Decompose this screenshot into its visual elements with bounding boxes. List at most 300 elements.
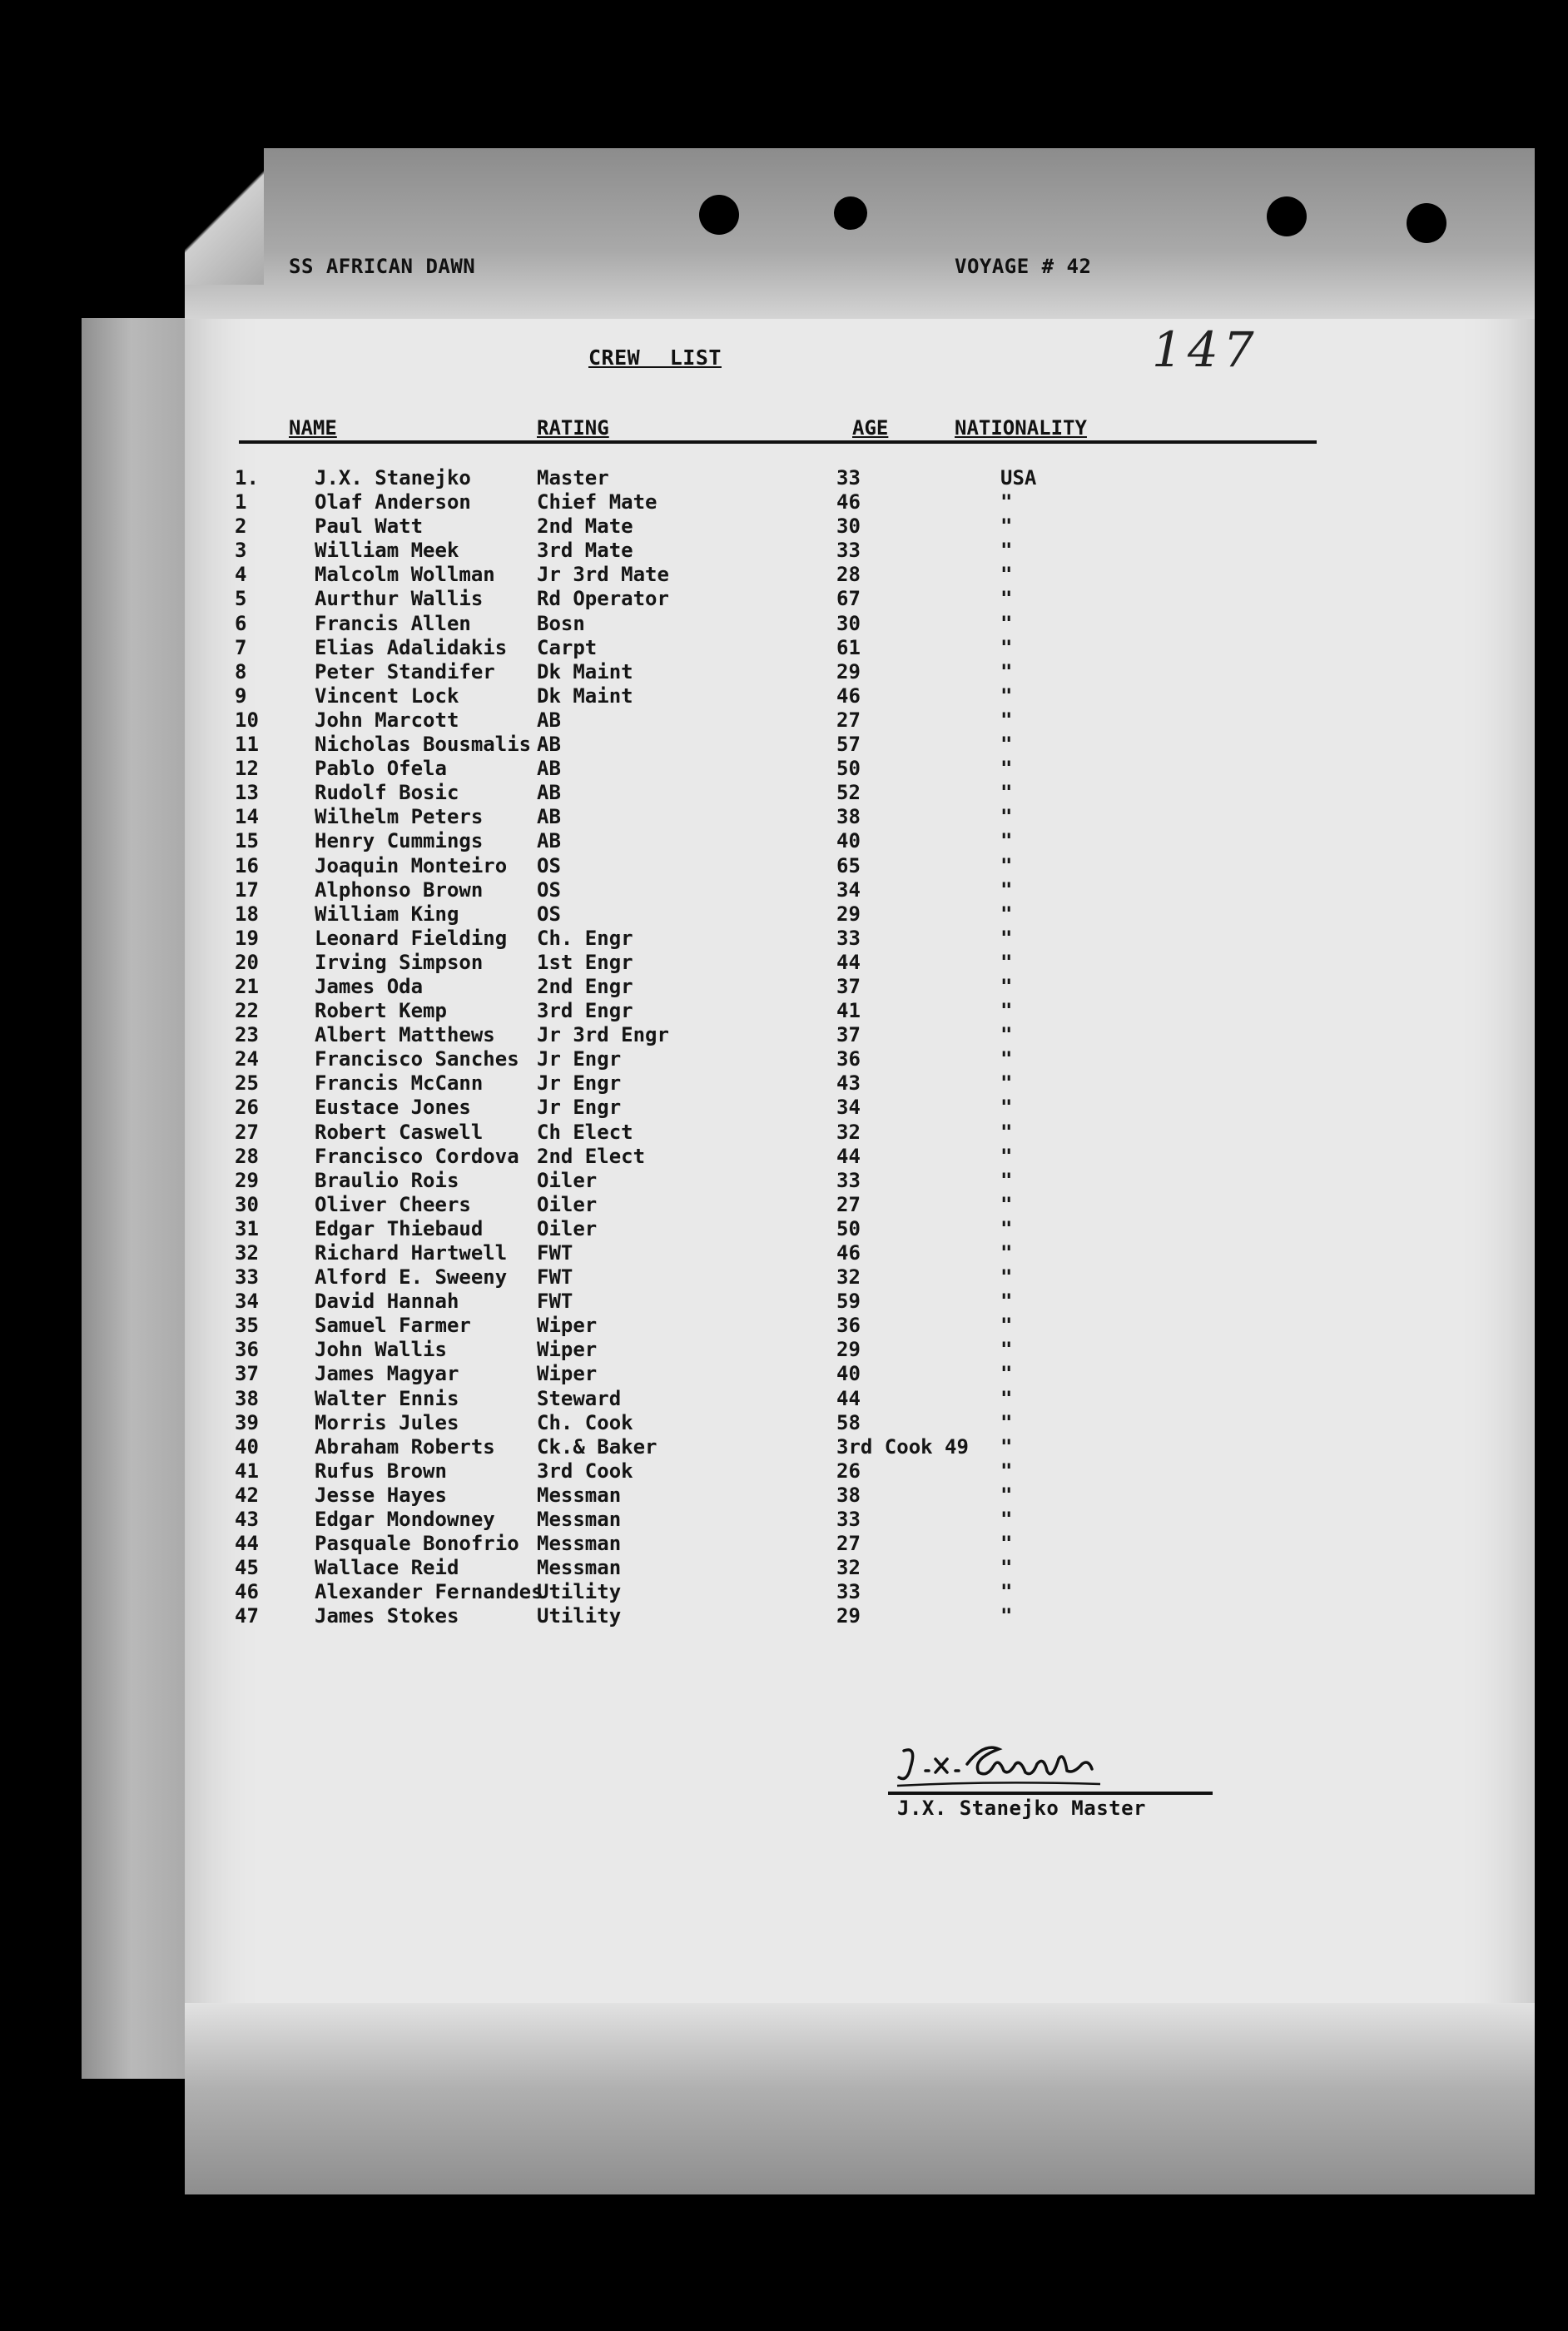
crew-name: Walter Ennis	[315, 1386, 459, 1410]
crew-nationality: "	[1000, 1096, 1013, 1120]
crew-name: William King	[315, 902, 459, 926]
crew-nationality: "	[1000, 1144, 1013, 1168]
paper-top-shade	[185, 148, 1535, 319]
crew-number: 40	[235, 1434, 259, 1459]
crew-number: 10	[235, 708, 259, 732]
crew-row	[185, 927, 1350, 951]
crew-number: 43	[235, 1508, 259, 1532]
crew-row	[185, 1508, 1350, 1532]
crew-row	[185, 829, 1350, 853]
crew-row	[185, 1265, 1350, 1290]
crew-name: John Wallis	[315, 1338, 447, 1362]
crew-name: John Marcott	[315, 708, 459, 732]
crew-number: 22	[235, 999, 259, 1023]
crew-age: 43	[836, 1071, 861, 1096]
crew-row	[185, 1411, 1350, 1435]
crew-name: Joaquin Monteiro	[315, 853, 508, 877]
crew-age: 46	[836, 1241, 861, 1265]
crew-row	[185, 975, 1350, 999]
crew-number: 17	[235, 877, 259, 902]
crew-age: 28	[836, 563, 861, 587]
crew-number: 2	[235, 514, 247, 539]
crew-age: 37	[836, 974, 861, 998]
crew-nationality: "	[1000, 926, 1013, 950]
crew-number: 21	[235, 974, 259, 998]
crew-rating: AB	[537, 733, 561, 757]
crew-rating: Jr Engr	[537, 1047, 622, 1071]
crew-rating: Jr Engr	[537, 1096, 622, 1120]
crew-number: 29	[235, 1168, 259, 1192]
crew-rating: AB	[537, 757, 561, 781]
crew-age: 29	[836, 1338, 861, 1362]
crew-name: Richard Hartwell	[315, 1241, 508, 1265]
crew-rating: 2nd Elect	[537, 1144, 646, 1168]
crew-number: 33	[235, 1265, 259, 1290]
crew-age: 36	[836, 1314, 861, 1338]
crew-row	[185, 684, 1350, 708]
crew-row	[185, 1435, 1350, 1459]
voyage-number: VOYAGE # 42	[955, 255, 1092, 278]
crew-number: 4	[235, 563, 247, 587]
crew-number: 26	[235, 1096, 259, 1120]
crew-nationality: "	[1000, 1290, 1013, 1314]
column-header-age: AGE	[852, 416, 889, 440]
crew-nationality: "	[1000, 708, 1013, 732]
crew-nationality: "	[1000, 1192, 1013, 1216]
crew-age: 46	[836, 683, 861, 708]
crew-name: Morris Jules	[315, 1410, 459, 1434]
crew-number: 46	[235, 1580, 259, 1604]
crew-rating: Jr 3rd Engr	[537, 1023, 669, 1047]
crew-age: 27	[836, 1192, 861, 1216]
crew-age: 61	[836, 635, 861, 659]
crew-number: 24	[235, 1047, 259, 1071]
crew-name: Nicholas Bousmalis	[315, 733, 532, 757]
crew-row	[185, 1047, 1350, 1071]
crew-rating: 2nd Mate	[537, 514, 633, 539]
crew-rating: 3rd Engr	[537, 999, 633, 1023]
crew-name: Alphonso Brown	[315, 877, 484, 902]
crew-row	[185, 878, 1350, 902]
crew-rating: Utility	[537, 1580, 622, 1604]
crew-rating: Carpt	[537, 635, 598, 659]
crew-name: J.X. Stanejko	[315, 466, 471, 490]
crew-number: 30	[235, 1192, 259, 1216]
crew-row	[185, 708, 1350, 733]
crew-number: 42	[235, 1483, 259, 1507]
crew-age: 38	[836, 1483, 861, 1507]
crew-nationality: "	[1000, 1580, 1013, 1604]
crew-nationality: "	[1000, 757, 1013, 781]
crew-rating: OS	[537, 902, 561, 926]
crew-row	[185, 757, 1350, 781]
crew-age: 33	[836, 466, 861, 490]
crew-nationality: "	[1000, 563, 1013, 587]
crew-rating: AB	[537, 805, 561, 829]
crew-name: Malcolm Wollman	[315, 563, 495, 587]
crew-nationality: USA	[1000, 466, 1037, 490]
crew-number: 23	[235, 1023, 259, 1047]
crew-age: 33	[836, 539, 861, 563]
crew-nationality: "	[1000, 1023, 1013, 1047]
crew-row	[185, 490, 1350, 514]
crew-nationality: "	[1000, 1047, 1013, 1071]
crew-nationality: "	[1000, 635, 1013, 659]
crew-rating: 3rd Mate	[537, 539, 633, 563]
crew-name: William Meek	[315, 539, 459, 563]
crew-rating: Master	[537, 466, 609, 490]
crew-name: Oliver Cheers	[315, 1192, 471, 1216]
crew-age: 38	[836, 805, 861, 829]
crew-nationality: "	[1000, 1410, 1013, 1434]
crew-name: Albert Matthews	[315, 1023, 495, 1047]
crew-age: 33	[836, 1508, 861, 1532]
crew-name: Eustace Jones	[315, 1096, 471, 1120]
crew-rating: OS	[537, 877, 561, 902]
crew-name: James Stokes	[315, 1604, 459, 1628]
crew-rating: Chief Mate	[537, 490, 657, 514]
crew-row	[185, 1193, 1350, 1217]
crew-rating: AB	[537, 708, 561, 732]
crew-number: 6	[235, 611, 247, 635]
crew-age: 41	[836, 999, 861, 1023]
crew-rating: AB	[537, 829, 561, 853]
folded-corner	[185, 143, 264, 285]
crew-row	[185, 1121, 1350, 1145]
crew-age: 65	[836, 853, 861, 877]
crew-nationality: "	[1000, 781, 1013, 805]
crew-rating: Jr Engr	[537, 1071, 622, 1096]
signature-line	[888, 1792, 1213, 1795]
crew-nationality: "	[1000, 974, 1013, 998]
crew-row	[185, 1023, 1350, 1047]
crew-name: Francis Allen	[315, 611, 471, 635]
ship-name: SS AFRICAN DAWN	[289, 255, 476, 278]
crew-age: 29	[836, 902, 861, 926]
crew-row	[185, 733, 1350, 757]
crew-name: Francisco Sanches	[315, 1047, 519, 1071]
crew-nationality: "	[1000, 805, 1013, 829]
crew-rating: Wiper	[537, 1362, 598, 1386]
crew-row	[185, 1290, 1350, 1314]
crew-name: Rufus Brown	[315, 1459, 447, 1483]
crew-rating: 3rd Cook	[537, 1459, 633, 1483]
crew-number: 31	[235, 1216, 259, 1240]
crew-row	[185, 612, 1350, 636]
crew-name: Alexander Fernandes	[315, 1580, 543, 1604]
crew-name: Francis McCann	[315, 1071, 484, 1096]
crew-rating: FWT	[537, 1290, 573, 1314]
crew-name: Francisco Cordova	[315, 1144, 519, 1168]
crew-nationality: "	[1000, 902, 1013, 926]
crew-number: 39	[235, 1410, 259, 1434]
crew-row	[185, 805, 1350, 829]
crew-age: 40	[836, 1362, 861, 1386]
crew-nationality: "	[1000, 877, 1013, 902]
crew-nationality: "	[1000, 1434, 1013, 1459]
handwritten-signature	[892, 1734, 1109, 1792]
crew-age: 30	[836, 611, 861, 635]
crew-name: Braulio Rois	[315, 1168, 459, 1192]
crew-number: 41	[235, 1459, 259, 1483]
crew-rating: AB	[537, 781, 561, 805]
crew-number: 15	[235, 829, 259, 853]
crew-age: 34	[836, 877, 861, 902]
crew-nationality: "	[1000, 1241, 1013, 1265]
crew-row	[185, 587, 1350, 611]
crew-name: David Hannah	[315, 1290, 459, 1314]
crew-rating: FWT	[537, 1241, 573, 1265]
crew-number: 44	[235, 1532, 259, 1556]
crew-nationality: "	[1000, 1508, 1013, 1532]
crew-nationality: "	[1000, 1120, 1013, 1144]
crew-rating: Messman	[537, 1556, 622, 1580]
crew-number: 25	[235, 1071, 259, 1096]
crew-row	[185, 563, 1350, 587]
crew-number: 18	[235, 902, 259, 926]
crew-number: 1	[235, 490, 247, 514]
crew-nationality: "	[1000, 829, 1013, 853]
crew-row	[185, 951, 1350, 975]
crew-age: 33	[836, 1580, 861, 1604]
crew-number: 45	[235, 1556, 259, 1580]
crew-name: Robert Caswell	[315, 1120, 484, 1144]
crew-nationality: "	[1000, 733, 1013, 757]
crew-nationality: "	[1000, 1362, 1013, 1386]
crew-rating: Ch. Cook	[537, 1410, 633, 1434]
crew-rating: Oiler	[537, 1168, 598, 1192]
crew-row	[185, 999, 1350, 1023]
column-header-name: NAME	[289, 416, 337, 440]
crew-row	[185, 1387, 1350, 1411]
crew-age: 30	[836, 514, 861, 539]
crew-row	[185, 660, 1350, 684]
crew-age: 3rd Cook 49	[836, 1434, 969, 1459]
crew-age: 58	[836, 1410, 861, 1434]
punch-hole	[1267, 196, 1307, 236]
crew-rating: Ch. Engr	[537, 926, 633, 950]
crew-nationality: "	[1000, 1168, 1013, 1192]
crew-rating: Dk Maint	[537, 683, 633, 708]
document-title: CREW LIST	[588, 345, 722, 370]
column-header-nationality: NATIONALITY	[955, 416, 1087, 440]
crew-number: 19	[235, 926, 259, 950]
crew-number: 32	[235, 1241, 259, 1265]
crew-nationality: "	[1000, 999, 1013, 1023]
crew-name: Wallace Reid	[315, 1556, 459, 1580]
crew-rating: Ch Elect	[537, 1120, 633, 1144]
crew-row	[185, 1071, 1350, 1096]
crew-name: Edgar Mondowney	[315, 1508, 495, 1532]
crew-table	[185, 466, 1350, 1629]
crew-number: 14	[235, 805, 259, 829]
crew-row	[185, 1604, 1350, 1628]
crew-rating: Bosn	[537, 611, 585, 635]
crew-name: Henry Cummings	[315, 829, 484, 853]
crew-nationality: "	[1000, 1265, 1013, 1290]
crew-name: Edgar Thiebaud	[315, 1216, 484, 1240]
crew-age: 34	[836, 1096, 861, 1120]
crew-rating: Messman	[537, 1532, 622, 1556]
crew-row	[185, 539, 1350, 563]
crew-age: 32	[836, 1120, 861, 1144]
crew-row	[185, 1241, 1350, 1265]
crew-nationality: "	[1000, 950, 1013, 974]
crew-number: 28	[235, 1144, 259, 1168]
crew-nationality: "	[1000, 1459, 1013, 1483]
crew-name: Wilhelm Peters	[315, 805, 484, 829]
crew-row	[185, 1169, 1350, 1193]
master-printed-name: J.X. Stanejko Master	[897, 1797, 1146, 1820]
crew-nationality: "	[1000, 1604, 1013, 1628]
crew-nationality: "	[1000, 611, 1013, 635]
crew-row	[185, 1096, 1350, 1120]
crew-name: James Oda	[315, 974, 424, 998]
crew-rating: Wiper	[537, 1314, 598, 1338]
crew-number: 9	[235, 683, 247, 708]
crew-name: Jesse Hayes	[315, 1483, 447, 1507]
crew-rating: Oiler	[537, 1216, 598, 1240]
crew-rating: Steward	[537, 1386, 622, 1410]
page-number: 147	[1152, 321, 1259, 378]
crew-row	[185, 1217, 1350, 1241]
crew-nationality: "	[1000, 1314, 1013, 1338]
crew-row	[185, 902, 1350, 927]
crew-row	[185, 466, 1350, 490]
crew-nationality: "	[1000, 1216, 1013, 1240]
crew-age: 32	[836, 1556, 861, 1580]
crew-age: 27	[836, 1532, 861, 1556]
header-rule	[239, 440, 1317, 444]
crew-age: 50	[836, 757, 861, 781]
crew-age: 32	[836, 1265, 861, 1290]
crew-list-document	[185, 148, 1535, 2194]
crew-nationality: "	[1000, 539, 1013, 563]
crew-rating: Utility	[537, 1604, 622, 1628]
crew-age: 27	[836, 708, 861, 732]
crew-name: Leonard Fielding	[315, 926, 508, 950]
crew-rating: OS	[537, 853, 561, 877]
crew-nationality: "	[1000, 587, 1013, 611]
crew-age: 33	[836, 1168, 861, 1192]
crew-rating: Dk Maint	[537, 659, 633, 683]
crew-row	[185, 1459, 1350, 1484]
crew-age: 40	[836, 829, 861, 853]
crew-row	[185, 1314, 1350, 1338]
crew-age: 44	[836, 950, 861, 974]
crew-number: 20	[235, 950, 259, 974]
crew-number: 8	[235, 659, 247, 683]
crew-age: 67	[836, 587, 861, 611]
crew-row	[185, 1484, 1350, 1508]
crew-name: Abraham Roberts	[315, 1434, 495, 1459]
crew-nationality: "	[1000, 659, 1013, 683]
crew-number: 12	[235, 757, 259, 781]
crew-age: 44	[836, 1144, 861, 1168]
crew-nationality: "	[1000, 514, 1013, 539]
crew-name: Elias Adalidakis	[315, 635, 508, 659]
crew-nationality: "	[1000, 1483, 1013, 1507]
crew-nationality: "	[1000, 1386, 1013, 1410]
crew-row	[185, 1580, 1350, 1604]
crew-name: Aurthur Wallis	[315, 587, 484, 611]
crew-rating: 2nd Engr	[537, 974, 633, 998]
crew-number: 1.	[235, 466, 259, 490]
crew-number: 5	[235, 587, 247, 611]
crew-number: 13	[235, 781, 259, 805]
crew-name: Paul Watt	[315, 514, 424, 539]
crew-row	[185, 1532, 1350, 1556]
crew-name: James Magyar	[315, 1362, 459, 1386]
crew-name: Pasquale Bonofrio	[315, 1532, 519, 1556]
crew-rating: Wiper	[537, 1338, 598, 1362]
crew-number: 27	[235, 1120, 259, 1144]
crew-age: 33	[836, 926, 861, 950]
crew-age: 29	[836, 659, 861, 683]
crew-number: 37	[235, 1362, 259, 1386]
crew-number: 38	[235, 1386, 259, 1410]
crew-age: 50	[836, 1216, 861, 1240]
crew-number: 36	[235, 1338, 259, 1362]
crew-rating: 1st Engr	[537, 950, 633, 974]
crew-rating: Oiler	[537, 1192, 598, 1216]
crew-nationality: "	[1000, 490, 1013, 514]
crew-age: 52	[836, 781, 861, 805]
crew-number: 34	[235, 1290, 259, 1314]
crew-row	[185, 1362, 1350, 1386]
column-header-rating: RATING	[537, 416, 609, 440]
crew-name: Pablo Ofela	[315, 757, 447, 781]
crew-rating: Rd Operator	[537, 587, 669, 611]
crew-age: 59	[836, 1290, 861, 1314]
crew-number: 16	[235, 853, 259, 877]
crew-rating: Jr 3rd Mate	[537, 563, 669, 587]
crew-row	[185, 1556, 1350, 1580]
crew-row	[185, 636, 1350, 660]
crew-number: 47	[235, 1604, 259, 1628]
crew-name: Peter Standifer	[315, 659, 495, 683]
crew-row	[185, 781, 1350, 805]
crew-number: 35	[235, 1314, 259, 1338]
crew-name: Rudolf Bosic	[315, 781, 459, 805]
crew-row	[185, 1338, 1350, 1362]
crew-rating: Messman	[537, 1508, 622, 1532]
crew-name: Samuel Farmer	[315, 1314, 471, 1338]
crew-rating: Ck.& Baker	[537, 1434, 657, 1459]
crew-rating: FWT	[537, 1265, 573, 1290]
crew-age: 29	[836, 1604, 861, 1628]
crew-age: 36	[836, 1047, 861, 1071]
crew-rating: Messman	[537, 1483, 622, 1507]
crew-row	[185, 854, 1350, 878]
crew-age: 46	[836, 490, 861, 514]
crew-nationality: "	[1000, 1338, 1013, 1362]
paper-bottom-shade	[185, 2003, 1535, 2194]
crew-age: 57	[836, 733, 861, 757]
crew-age: 37	[836, 1023, 861, 1047]
crew-row	[185, 514, 1350, 539]
crew-nationality: "	[1000, 1071, 1013, 1096]
crew-number: 3	[235, 539, 247, 563]
crew-nationality: "	[1000, 1556, 1013, 1580]
crew-age: 44	[836, 1386, 861, 1410]
punch-hole	[1407, 203, 1446, 243]
crew-nationality: "	[1000, 853, 1013, 877]
crew-name: Alford E. Sweeny	[315, 1265, 508, 1290]
crew-name: Olaf Anderson	[315, 490, 471, 514]
crew-row	[185, 1145, 1350, 1169]
crew-nationality: "	[1000, 1532, 1013, 1556]
